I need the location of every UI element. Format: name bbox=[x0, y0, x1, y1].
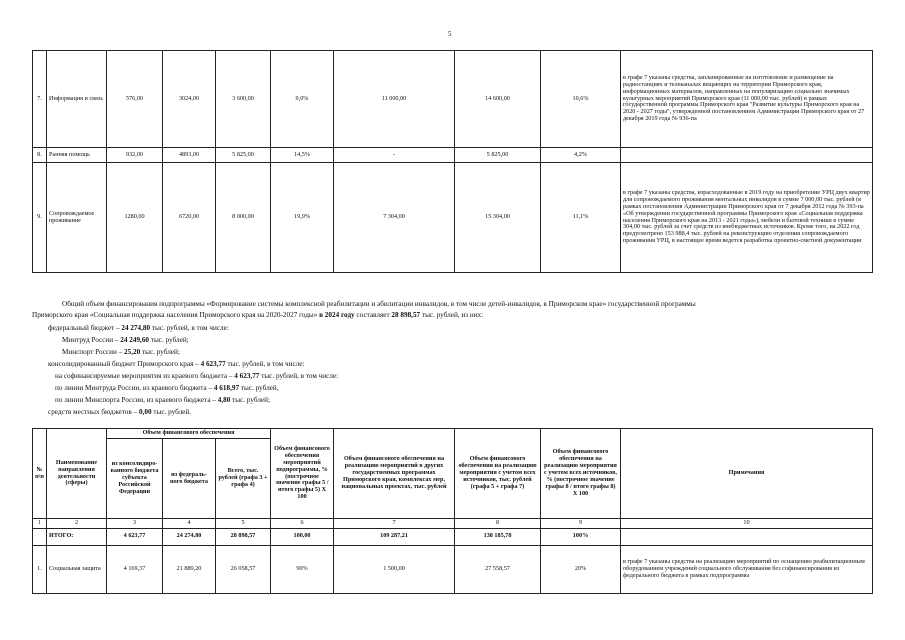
total-c4: 24 274,80 bbox=[163, 528, 216, 545]
header-direction: Наименование направления деятельности (сферы) bbox=[47, 429, 107, 519]
header-financing-group: Объем финансового обеспечения bbox=[107, 429, 271, 439]
col-num: 9 bbox=[541, 519, 621, 529]
cell-c3: 1280,00 bbox=[107, 163, 163, 273]
cell-c7: 7 304,00 bbox=[334, 163, 455, 273]
table-row bbox=[33, 51, 873, 148]
bottom-table bbox=[32, 428, 873, 594]
consolidated-budget-line: консолидированный бюджет Приморского края – 4 623,77 тыс. рублей, в том числе: bbox=[48, 360, 305, 368]
total-c7: 109 287,21 bbox=[334, 528, 455, 545]
cell-c7: 1 500,00 bbox=[334, 545, 455, 593]
note-cell: в графе 7 указаны средства, израсходованные в 2019 году на приобретение УРЦ двух квартир для сопровождаемого проживания ментальных инвалидов в сумме 7 000,00 тыс. рублей (в рамках постановления Администрации Приморского края от 7 декабря 2012 года № 393-па «Об утверждении государственной программы Приморского края «Социальная поддержка населения Приморского края на 2013 - 2021 годы»), мебели и бытовой техники в сумме 304,00 тыс. рублей за счет средств из внебюджетных источников. Кроме того, на 2022 год предусмотрено 153 988,4 тыс. рублей на реконструкцию отделения сопровождаемого проживания УРЦ, в настоящее время ведется разработка проектно-сметной документации bbox=[621, 163, 873, 273]
cell-c9: 4,2% bbox=[541, 148, 621, 163]
cell-c8: 15 304,00 bbox=[455, 163, 541, 273]
cell-c3: 4 169,37 bbox=[107, 545, 163, 593]
cofinanced-line: на софинансируемые мероприятия из краевого бюджета – 4 623,77 тыс. рублей, в том числе: bbox=[55, 372, 339, 380]
col-num: 10 bbox=[621, 519, 873, 529]
direction-name: Сопровождаемое проживание bbox=[47, 163, 107, 273]
col-num: 4 bbox=[163, 519, 216, 529]
minsport-line: Минспорт России – 25,20 тыс. рублей; bbox=[62, 348, 180, 356]
mintrud-line: Минтруд России – 24 249,60 тыс. рублей; bbox=[62, 336, 189, 344]
table-row bbox=[33, 545, 873, 593]
page-number: 5 bbox=[448, 30, 452, 38]
header-notes: Примечания bbox=[621, 429, 873, 519]
note-cell bbox=[621, 148, 873, 163]
cell-c8: 14 600,00 bbox=[455, 51, 541, 148]
col-num: 6 bbox=[271, 519, 334, 529]
row-number: 7. bbox=[33, 51, 47, 148]
empty-cell bbox=[621, 528, 873, 545]
summary-line-1: Общий объем финансирования подпрограммы «Формирование системы комплексной реабилитации и абилитации инвалидов, в том числе детей-инвалидов, в Приморском крае» государственной программы bbox=[62, 300, 696, 308]
cell-c4: 6720,00 bbox=[163, 163, 216, 273]
note-cell: в графе 7 указаны средства, запланированные на изготовление и размещение на радиостанциях и телеканалах вещающих на территории Приморского края, информационных материалов, направленных на популяризацию социально значимых культурных мероприятий Приморского края (11 000,00 тыс. рублей) в рамках государственной программы Приморского края "Развитие культуры Приморского края на 2020 - 2027 годы", утвержденной постановлением Администрации Приморского края от 27 декабря 2019 года № 936-па bbox=[621, 51, 873, 148]
cell-c4: 4893,00 bbox=[163, 148, 216, 163]
cell-c9: 20% bbox=[541, 545, 621, 593]
total-c3: 4 623,77 bbox=[107, 528, 163, 545]
col-num: 5 bbox=[216, 519, 271, 529]
cell-c8: 27 558,57 bbox=[455, 545, 541, 593]
header-share: Объем финансового обеспечения мероприятий подпрограммы, % (построчное значение графы 5 / итого графы 5) X 100 bbox=[271, 429, 334, 519]
table-row bbox=[33, 163, 873, 273]
empty-cell bbox=[33, 528, 47, 545]
cell-c5: 5 825,00 bbox=[216, 148, 271, 163]
total-label: ИТОГО: bbox=[47, 528, 107, 545]
top-table bbox=[32, 50, 873, 273]
cell-c4: 3024,00 bbox=[163, 51, 216, 148]
header-number: № п\п bbox=[33, 429, 47, 519]
cell-c6: 90% bbox=[271, 545, 334, 593]
direction-name: Социальная защита bbox=[47, 545, 107, 593]
row-number: 8. bbox=[33, 148, 47, 163]
col-num: 7 bbox=[334, 519, 455, 529]
header-all-sources-pct: Объем финансового обеспечения на реализацию мероприятия с учетом всех источников, % (построчное значение графы 8 / итого графы 8) X 100 bbox=[541, 429, 621, 519]
col-num: 1 bbox=[33, 519, 47, 529]
cell-c6: 19,9% bbox=[271, 163, 334, 273]
cell-c9: 11,1% bbox=[541, 163, 621, 273]
total-c6: 100,00 bbox=[271, 528, 334, 545]
cell-c6: 9,0% bbox=[271, 51, 334, 148]
header-federal: из федераль-ного бюджета bbox=[163, 439, 216, 519]
header-consolidated: из консолидиро-ванного бюджета субъекта Российской Федерации bbox=[107, 439, 163, 519]
total-c8: 138 185,78 bbox=[455, 528, 541, 545]
local-budget-line: средств местных бюджетов – 0,00 тыс. рублей. bbox=[48, 408, 192, 416]
cell-c5: 26 058,57 bbox=[216, 545, 271, 593]
header-total: Всего, тыс. рублей (графа 3 + графа 4) bbox=[216, 439, 271, 519]
header-row bbox=[33, 429, 873, 439]
row-number: 1. bbox=[33, 545, 47, 593]
cell-c3: 932,00 bbox=[107, 148, 163, 163]
column-number-row bbox=[33, 519, 873, 529]
cell-c5: 8 000,00 bbox=[216, 163, 271, 273]
cell-c5: 3 600,00 bbox=[216, 51, 271, 148]
cell-c9: 10,6% bbox=[541, 51, 621, 148]
col-num: 8 bbox=[455, 519, 541, 529]
direction-name: Информация и связь bbox=[47, 51, 107, 148]
table-row bbox=[33, 148, 873, 163]
total-c9: 100% bbox=[541, 528, 621, 545]
col-num: 2 bbox=[47, 519, 107, 529]
minsport-regional-line: по линии Минспорта России, из краевого бюджета – 4,80 тыс. рублей; bbox=[55, 396, 270, 404]
summary-line-2: Приморского края «Социальная поддержка населения Приморского края на 2020-2027 годы» в 2024 году составляет 28 898,57 тыс. рублей, из них: bbox=[32, 311, 484, 319]
cell-c4: 21 889,20 bbox=[163, 545, 216, 593]
row-number: 9. bbox=[33, 163, 47, 273]
cell-c7: 11 000,00 bbox=[334, 51, 455, 148]
col-num: 3 bbox=[107, 519, 163, 529]
header-all-sources: Объем финансового обеспечения на реализацию мероприятия с учетом всех источников, тыс. рублей (графа 5 + графа 7) bbox=[455, 429, 541, 519]
total-row bbox=[33, 528, 873, 545]
cell-c7: - bbox=[334, 148, 455, 163]
header-other-programs: Объем финансового обеспечения на реализацию мероприятий в других государственных программах Приморского края, комплексах мер, национальных проектах, тыс. рублей bbox=[334, 429, 455, 519]
cell-c3: 576,00 bbox=[107, 51, 163, 148]
note-cell: в графе 7 указаны средства на реализацию мероприятий по оснащению реабилитационным оборудованием учреждений социального обслуживания без софинансирования из федерального бюджета в рамках подпрограммы bbox=[621, 545, 873, 593]
mintrud-regional-line: по линии Минтруда России, из краевого бюджета – 4 618,97 тыс. рублей, bbox=[55, 384, 279, 392]
direction-name: Ранняя помощь bbox=[47, 148, 107, 163]
federal-budget-line: федеральный бюджет – 24 274,80 тыс. рублей, в том числе: bbox=[48, 324, 229, 332]
total-c5: 28 898,57 bbox=[216, 528, 271, 545]
cell-c8: 5 825,00 bbox=[455, 148, 541, 163]
cell-c6: 14,5% bbox=[271, 148, 334, 163]
